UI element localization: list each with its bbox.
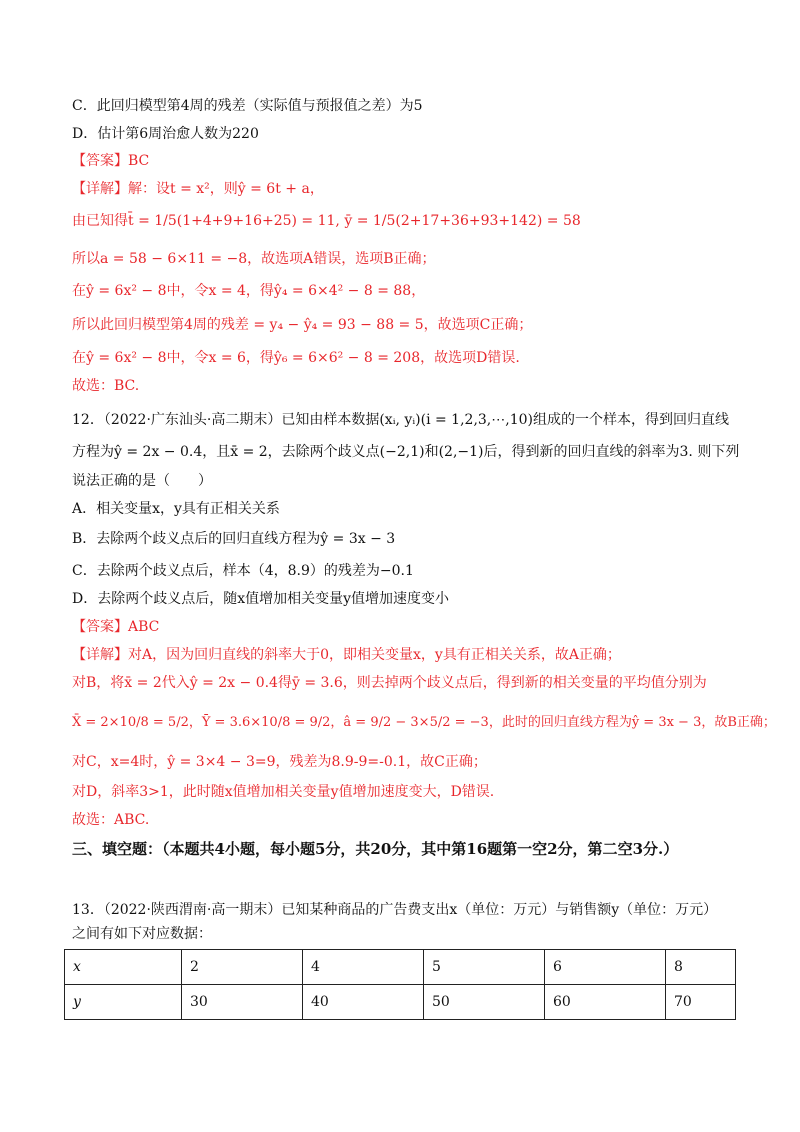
detail-q11-line6: 在ŷ = 6x² − 8中，令x = 6，得ŷ₆ = 6×6² − 8 = 208，故选项D错误. [72, 350, 520, 366]
table-cell: 6 [545, 950, 666, 985]
table-cell: y [65, 985, 182, 1020]
detail-q12-line4: 对C，x=4时，ŷ = 3×4 − 3=9，残差为8.9-9=-0.1，故C正确； [72, 754, 487, 770]
option-d-q11: D．估计第6周治愈人数为220 [72, 126, 259, 142]
detail-q11-line3: 所以a = 58 − 6×11 = −8，故选项A错误，选项B正确； [72, 251, 436, 267]
question-12-line2: 方程为ŷ = 2x − 0.4，且x̄ = 2，去除两个歧义点(−2,1)和(2,−1)后，得到新的回归直线的斜率为3. 则下列 [72, 444, 740, 460]
detail-q11-line5: 所以此回归模型第4周的残差 = y₄ − ŷ₄ = 93 − 88 = 5，故选项C正确； [72, 317, 533, 333]
detail-q12-line3: X̄ = 2×10/8 = 5/2，Ȳ = 3.6×10/8 = 9/2，â = 9/2 − 3×5/2 = −3，此时的回归直线方程为ŷ = 3x − 3，故B正确； [72, 715, 776, 730]
table-cell: 60 [545, 985, 666, 1020]
detail-q11-conclusion: 故选：BC. [72, 378, 140, 394]
option-b-q12: B．去除两个歧义点后的回归直线方程为ŷ = 3x − 3 [72, 531, 396, 547]
table-cell: 30 [182, 985, 303, 1020]
option-c-q12: C．去除两个歧义点后，样本（4，8.9）的残差为−0.1 [72, 563, 414, 579]
table-row [65, 950, 736, 985]
question-13-line1: 13．（2022·陕西渭南·高一期末）已知某种商品的广告费支出x（单位：万元）与销售额y（单位：万元） [72, 902, 718, 918]
question-12-line1: 12．（2022·广东汕头·高二期末）已知由样本数据(xᵢ, yᵢ)(i = 1,2,3,⋯,10)组成的一个样本，得到回归直线 [72, 412, 729, 428]
question-12-line3: 说法正确的是（ ） [72, 473, 212, 489]
section-3-heading: 三、填空题：（本题共4小题，每小题5分，共20分，其中第16题第一空2分，第二空3分.） [72, 840, 679, 858]
detail-q11-line1: 【详解】解：设t = x²，则ŷ = 6t + a， [72, 181, 324, 197]
answer-q12: 【答案】ABC [72, 619, 160, 635]
detail-q12-line2: 对B，将x̄ = 2代入ŷ = 2x − 0.4得ȳ = 3.6，则去掉两个歧义点后，得到新的相关变量的平均值分别为 [72, 675, 707, 691]
table-cell: 2 [182, 950, 303, 985]
table-cell: 4 [303, 950, 424, 985]
option-c-q11: C．此回归模型第4周的残差（实际值与预报值之差）为5 [72, 98, 423, 114]
detail-q12-line1: 【详解】对A，因为回归直线的斜率大于0，即相关变量x，y具有正相关关系，故A正确； [72, 647, 621, 663]
table-row [65, 985, 736, 1020]
table-cell: x [65, 950, 182, 985]
option-a-q12: A．相关变量x，y具有正相关关系 [72, 501, 280, 517]
question-13-line2: 之间有如下对应数据： [72, 926, 212, 942]
table-cell: 8 [666, 950, 736, 985]
detail-q11-line2: 由已知得t̄ = 1/5(1+4+9+16+25) = 11, ȳ = 1/5(2+17+36+93+142) = 58 [72, 213, 581, 229]
table-cell: 70 [666, 985, 736, 1020]
detail-q12-conclusion: 故选：ABC. [72, 812, 150, 828]
table-cell: 40 [303, 985, 424, 1020]
detail-q11-line4: 在ŷ = 6x² − 8中，令x = 4，得ŷ₄ = 6×4² − 8 = 88， [72, 283, 426, 299]
detail-q12-line5: 对D，斜率3>1，此时随x值增加相关变量y值增加速度变大，D错误. [72, 784, 495, 800]
data-table [64, 949, 736, 1020]
table-cell: 50 [424, 985, 545, 1020]
table-cell: 5 [424, 950, 545, 985]
answer-q11: 【答案】BC [72, 153, 150, 169]
option-d-q12: D．去除两个歧义点后，随x值增加相关变量y值增加速度变小 [72, 591, 450, 607]
